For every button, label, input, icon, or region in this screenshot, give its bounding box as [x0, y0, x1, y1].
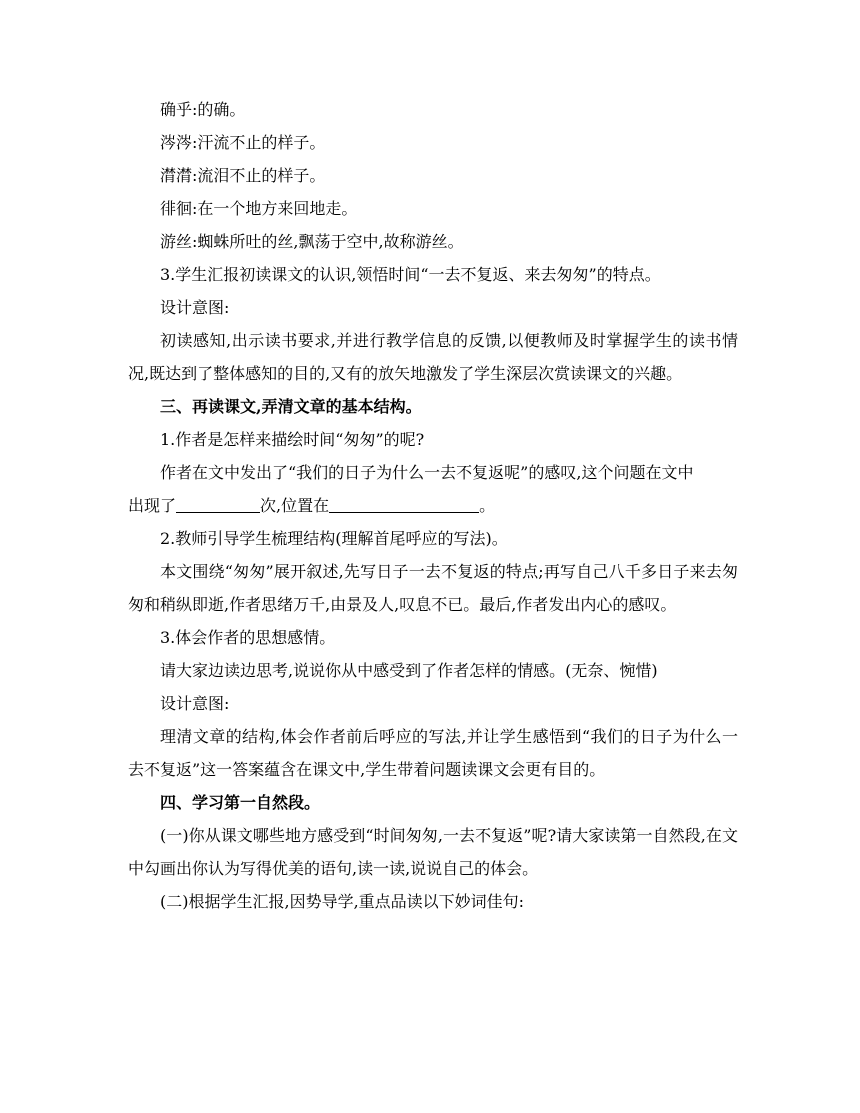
- paragraph-line: (二)根据学生汇报,因势导学,重点品读以下妙词佳句:: [160, 892, 525, 911]
- fill-blank-text: 。: [479, 496, 496, 515]
- paragraph: 本文围绕“匆匆”展开叙述,先写日子一去不复返的特点;再写自己八千多日子来去匆匆和稍纵即逝,作者思绪万千,由景及人,叹息不已。最后,作者发出内心的感叹。: [128, 562, 738, 614]
- vocab-separator: :: [192, 199, 198, 218]
- vocab-separator: :: [192, 166, 198, 185]
- vocab-definition: 的确。: [197, 100, 246, 119]
- list-item: 2.教师引导学生梳理结构(理解首尾呼应的写法)。: [160, 529, 508, 548]
- vocab-definition: 汗流不止的样子。: [197, 133, 326, 152]
- list-item: 1.作者是怎样来描绘时间“匆匆”的呢?: [160, 430, 425, 449]
- vocab-definition: 流泪不止的样子。: [197, 166, 326, 185]
- vocab-separator: :: [192, 100, 198, 119]
- vocab-separator: :: [192, 232, 198, 251]
- vocab-separator: :: [192, 133, 198, 152]
- vocab-term: 游丝: [160, 232, 193, 251]
- list-item: 3.学生汇报初读课文的认识,领悟时间“一去不复返、来去匆匆”的特点。: [160, 265, 661, 284]
- fill-blank-line: [128, 489, 738, 522]
- vocab-definition: 蜘蛛所吐的丝,飘荡于空中,故称游丝。: [197, 232, 464, 251]
- design-intent-label: 设计意图:: [160, 298, 230, 317]
- vocab-item: [128, 126, 738, 159]
- paragraph-line: 请大家边读边思考,说说你从中感受到了作者怎样的情感。(无奈、惋惜): [160, 661, 658, 680]
- document-body: [128, 93, 738, 918]
- section-heading: 三、再读课文,弄清文章的基本结构。: [160, 397, 422, 416]
- design-intent-text: 初读感知,出示读书要求,并进行教学信息的反馈,以便教师及时掌握学生的读书情况,既达到了整体感知的目的,又有的放矢地激发了学生深层次赏读课文的兴趣。: [128, 331, 738, 383]
- vocab-term: 潸潸: [160, 166, 193, 185]
- vocab-term: 徘徊: [160, 199, 193, 218]
- fill-blank-text: 次,位置在: [260, 496, 330, 515]
- list-item: 3.体会作者的思想感情。: [160, 628, 336, 647]
- answer-blank: [176, 496, 260, 513]
- vocab-definition: 在一个地方来回地走。: [197, 199, 358, 218]
- vocab-term: 涔涔: [160, 133, 193, 152]
- design-intent-label: 设计意图:: [160, 694, 230, 713]
- paragraph: (一)你从课文哪些地方感受到“时间匆匆,一去不复返”呢?请大家读第一自然段,在文中勾画出你认为写得优美的语句,读一读,说说自己的体会。: [128, 826, 738, 878]
- answer-blank: [329, 496, 479, 513]
- vocab-item: [128, 159, 738, 192]
- fill-blank-text: 出现了: [128, 496, 177, 515]
- design-intent-text: 理清文章的结构,体会作者前后呼应的写法,并让学生感悟到“我们的日子为什么一去不复返”这一答案蕴含在课文中,学生带着问题读课文会更有目的。: [128, 727, 738, 779]
- section-heading: 四、学习第一自然段。: [160, 793, 321, 812]
- paragraph-line: 作者在文中发出了“我们的日子为什么一去不复返呢”的感叹,这个问题在文中: [160, 463, 694, 482]
- vocab-item: [128, 192, 738, 225]
- vocab-item: [128, 93, 738, 126]
- vocab-term: 确乎: [160, 100, 193, 119]
- vocab-item: [128, 225, 738, 258]
